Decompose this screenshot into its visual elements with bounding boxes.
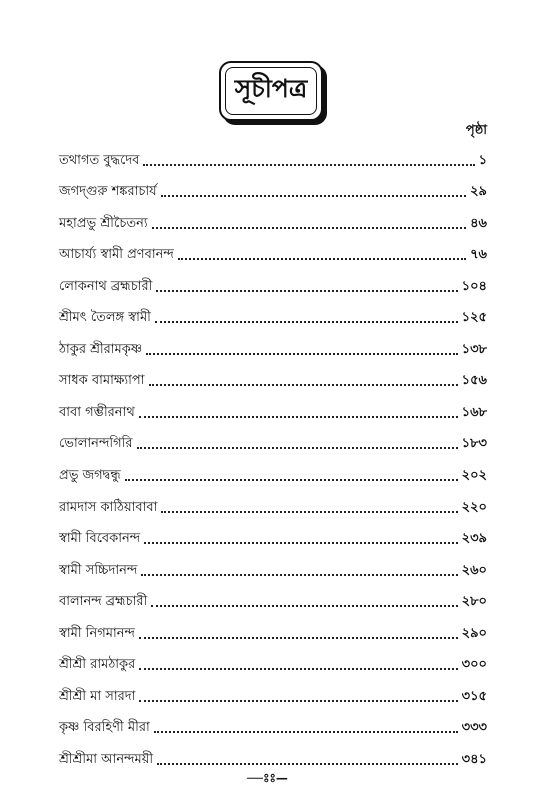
dot-leader bbox=[154, 731, 458, 733]
toc-entry-page-number: ২২০ bbox=[461, 499, 487, 515]
toc-entry-title: সাধক বামাক্ষ্যাপা bbox=[59, 373, 145, 389]
toc-entry bbox=[59, 610, 487, 642]
toc-entry bbox=[59, 516, 487, 548]
toc-entry bbox=[59, 579, 487, 611]
toc-entry-page-number: ৪৬ bbox=[470, 215, 487, 231]
toc-entry-page-number: ৩৩৩ bbox=[461, 720, 487, 736]
toc-entry-page-number: ২৯০ bbox=[461, 625, 487, 641]
toc-entry-page-number: ৭৬ bbox=[470, 247, 487, 263]
toc-entry-page-number: ১৮৩ bbox=[461, 436, 487, 452]
dot-leader bbox=[151, 605, 457, 607]
toc-entry-title: ঠাকুর শ্রীরামকৃষ্ণ bbox=[59, 341, 143, 357]
dot-leader bbox=[143, 164, 474, 166]
dot-leader bbox=[161, 511, 457, 513]
dot-leader bbox=[125, 479, 458, 481]
toc-entry-title: স্বামী বিবেকানন্দ bbox=[59, 531, 141, 547]
toc-entry-title: শ্রীমৎ তৈলঙ্গ স্বামী bbox=[59, 310, 151, 326]
dot-leader bbox=[155, 321, 458, 323]
toc-entry-page-number: ২০২ bbox=[461, 468, 487, 484]
toc-entry-title: স্বামী সচ্চিদানন্দ bbox=[59, 562, 138, 578]
toc-entry bbox=[59, 547, 487, 579]
toc-entry-page-number: ১২৫ bbox=[461, 310, 487, 326]
dot-leader bbox=[178, 258, 466, 260]
toc-entry-title: আচার্য্য স্বামী প্রণবানন্দ bbox=[59, 247, 174, 263]
toc-entry-title: লোকনাথ ব্রহ্মচারী bbox=[59, 278, 153, 294]
page-column-header: পৃষ্ঠা bbox=[465, 123, 487, 138]
toc-entry bbox=[59, 705, 487, 737]
toc-entry-page-number: ১৬৮ bbox=[461, 404, 487, 420]
toc-entry-title: শ্রীশ্রী রামঠাকুর bbox=[59, 657, 136, 673]
toc-entry-page-number: ৩৪১ bbox=[461, 751, 487, 767]
toc-entry bbox=[59, 169, 487, 201]
dot-leader bbox=[146, 353, 458, 355]
toc-entry-title: প্রভু জগদ্বন্ধু bbox=[59, 468, 121, 484]
toc-entry-page-number: ১ bbox=[478, 152, 487, 168]
page-title: সূচীপত্র bbox=[234, 74, 308, 103]
dot-leader bbox=[141, 574, 457, 576]
toc-entry-page-number: ২৬০ bbox=[461, 562, 487, 578]
toc-entry bbox=[59, 326, 487, 358]
toc-entry-page-number: ৩১৫ bbox=[461, 688, 487, 704]
table-of-contents bbox=[59, 137, 487, 768]
toc-entry bbox=[59, 358, 487, 390]
dot-leader bbox=[137, 447, 458, 449]
toc-entry-title: স্বামী নিগমানন্দ bbox=[59, 625, 135, 641]
toc-entry-title: বালানন্দ ব্রহ্মচারী bbox=[59, 594, 148, 610]
page-footer: —ঃঃ— bbox=[247, 771, 288, 785]
dot-leader bbox=[161, 195, 466, 197]
toc-entry-page-number: ১০৪ bbox=[461, 278, 487, 294]
dot-leader bbox=[156, 290, 457, 292]
toc-entry bbox=[59, 389, 487, 421]
toc-entry bbox=[59, 421, 487, 453]
toc-entry-page-number: ২৮০ bbox=[461, 594, 487, 610]
toc-entry bbox=[59, 263, 487, 295]
dot-leader bbox=[139, 637, 458, 639]
toc-entry-title: জগদ্‌গুরু শঙ্করাচার্য bbox=[59, 184, 157, 200]
toc-entry bbox=[59, 642, 487, 674]
toc-entry bbox=[59, 200, 487, 232]
dot-leader bbox=[152, 227, 466, 229]
toc-entry bbox=[59, 673, 487, 705]
dot-leader bbox=[144, 542, 457, 544]
toc-entry-title: রামদাস কাঠিয়াবাবা bbox=[59, 499, 158, 515]
toc-entry-page-number: ২৯ bbox=[470, 184, 487, 200]
toc-entry-title: শ্রীশ্রীমা আনন্দময়ী bbox=[59, 751, 154, 767]
toc-entry bbox=[59, 295, 487, 327]
toc-entry-title: মহাপ্রভু শ্রীচৈতন্য bbox=[59, 215, 148, 231]
toc-entry-title: শ্রীশ্রী মা সারদা bbox=[59, 688, 136, 704]
dot-leader bbox=[139, 700, 457, 702]
dot-leader bbox=[139, 668, 457, 670]
toc-entry-title: ভোলানন্দগিরি bbox=[59, 436, 133, 452]
dot-leader bbox=[139, 416, 458, 418]
toc-entry-page-number: ৩০০ bbox=[461, 657, 487, 673]
dot-leader bbox=[149, 384, 458, 386]
toc-entry-page-number: ২৩৯ bbox=[461, 531, 487, 547]
toc-entry bbox=[59, 232, 487, 264]
toc-entry-page-number: ১৫৬ bbox=[461, 373, 487, 389]
toc-entry-title: বাবা গম্ভীরনাথ bbox=[59, 404, 135, 420]
toc-entry bbox=[59, 736, 487, 768]
dot-leader bbox=[157, 763, 458, 765]
toc-entry-title: কৃষ্ণ বিরহিণী মীরা bbox=[59, 720, 150, 736]
toc-entry-page-number: ১৩৮ bbox=[461, 341, 487, 357]
toc-entry bbox=[59, 452, 487, 484]
toc-entry bbox=[59, 137, 487, 169]
toc-entry-title: তথাগত বুদ্ধদেব bbox=[59, 152, 140, 168]
title-box bbox=[219, 61, 323, 121]
toc-entry bbox=[59, 484, 487, 516]
